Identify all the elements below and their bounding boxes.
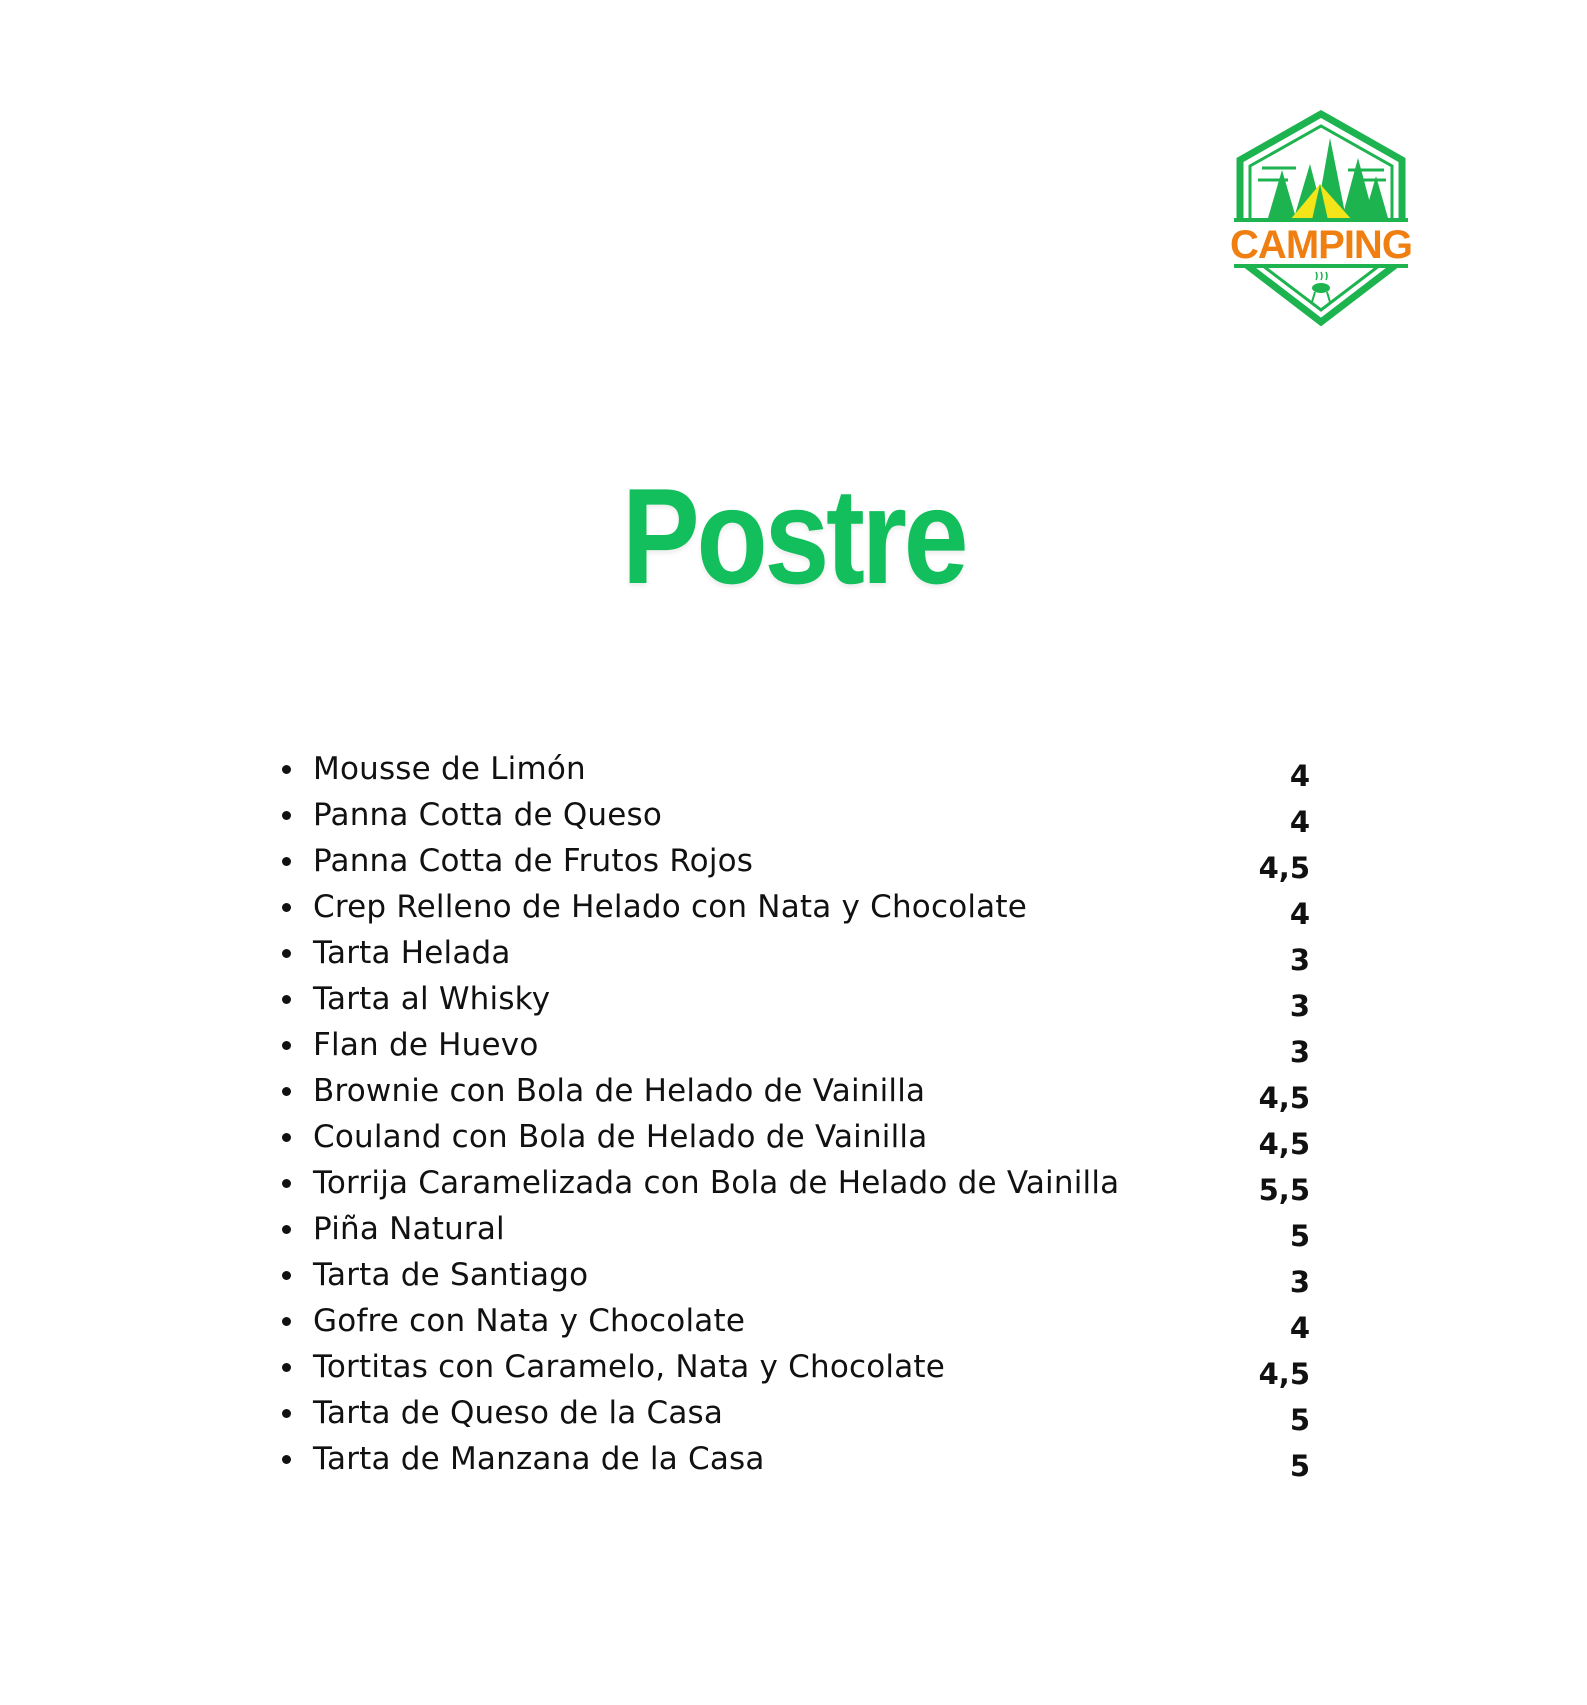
menu-item-name: Torrija Caramelizada con Bola de Helado de Vainilla — [313, 1165, 1120, 1201]
bullet-icon — [282, 1133, 291, 1142]
menu-item-price: 4 — [1289, 1311, 1310, 1345]
menu-item-price: 3 — [1289, 989, 1310, 1023]
bullet-icon — [282, 1087, 291, 1096]
bullet-icon — [282, 811, 291, 820]
menu-item-price: 3 — [1289, 943, 1310, 977]
menu-item — [270, 1344, 1310, 1390]
menu-item-price: 4,5 — [1258, 851, 1310, 885]
menu-item — [270, 838, 1310, 884]
menu-item-price: 4,5 — [1258, 1127, 1310, 1161]
bullet-icon — [282, 949, 291, 958]
menu-item-price: 5 — [1289, 1449, 1310, 1483]
menu-item-name: Panna Cotta de Frutos Rojos — [313, 843, 754, 879]
menu-item-name: Tortitas con Caramelo, Nata y Chocolate — [313, 1349, 946, 1385]
camping-logo — [1224, 110, 1418, 326]
bullet-icon — [282, 1179, 291, 1188]
menu-item-price: 4 — [1289, 805, 1310, 839]
menu-item-price: 5 — [1289, 1403, 1310, 1437]
bullet-icon — [282, 1317, 291, 1326]
menu-item-name: Mousse de Limón — [313, 751, 586, 787]
bullet-icon — [282, 765, 291, 774]
menu-item — [270, 1252, 1310, 1298]
menu-item-name: Tarta de Santiago — [313, 1257, 589, 1293]
menu-item-price: 3 — [1289, 1035, 1310, 1069]
menu-item-name: Gofre con Nata y Chocolate — [313, 1303, 746, 1339]
bullet-icon — [282, 903, 291, 912]
menu-item — [270, 1160, 1310, 1206]
menu-item-price: 4 — [1289, 759, 1310, 793]
menu-item — [270, 1206, 1310, 1252]
menu-item-name: Brownie con Bola de Helado de Vainilla — [313, 1073, 926, 1109]
menu-item-price: 5,5 — [1258, 1173, 1310, 1207]
menu-item-name: Tarta al Whisky — [313, 981, 551, 1017]
menu-item-price: 4,5 — [1258, 1357, 1310, 1391]
menu-item — [270, 1390, 1310, 1436]
menu-item-price: 4 — [1289, 897, 1310, 931]
menu-item — [270, 1298, 1310, 1344]
menu-item — [270, 884, 1310, 930]
bullet-icon — [282, 857, 291, 866]
menu-item — [270, 976, 1310, 1022]
bullet-icon — [282, 1225, 291, 1234]
menu-item-price: 5 — [1289, 1219, 1310, 1253]
camping-logo-icon — [1224, 110, 1418, 326]
menu-item-price: 4,5 — [1258, 1081, 1310, 1115]
page-title: Postre — [621, 460, 966, 612]
menu-item-price: 3 — [1289, 1265, 1310, 1299]
menu-item-name: Couland con Bola de Helado de Vainilla — [313, 1119, 928, 1155]
bullet-icon — [282, 995, 291, 1004]
menu-item-name: Piña Natural — [313, 1211, 505, 1247]
menu-item-name: Crep Relleno de Helado con Nata y Chocolate — [313, 889, 1028, 925]
menu-item — [270, 1022, 1310, 1068]
bullet-icon — [282, 1455, 291, 1464]
bullet-icon — [282, 1041, 291, 1050]
menu-item — [270, 930, 1310, 976]
menu-item-name: Flan de Huevo — [313, 1027, 539, 1063]
menu-item-name: Tarta Helada — [313, 935, 511, 971]
menu-item — [270, 1436, 1310, 1482]
menu-item-name: Panna Cotta de Queso — [313, 797, 663, 833]
svg-text:CAMPING: CAMPING — [1230, 223, 1412, 267]
bullet-icon — [282, 1409, 291, 1418]
bullet-icon — [282, 1363, 291, 1372]
menu-item — [270, 1114, 1310, 1160]
bullet-icon — [282, 1271, 291, 1280]
menu-item — [270, 792, 1310, 838]
menu-item — [270, 746, 1310, 792]
dessert-menu-list — [270, 746, 1310, 1482]
menu-item-name: Tarta de Manzana de la Casa — [313, 1441, 765, 1477]
menu-item-name: Tarta de Queso de la Casa — [313, 1395, 724, 1431]
menu-item — [270, 1068, 1310, 1114]
